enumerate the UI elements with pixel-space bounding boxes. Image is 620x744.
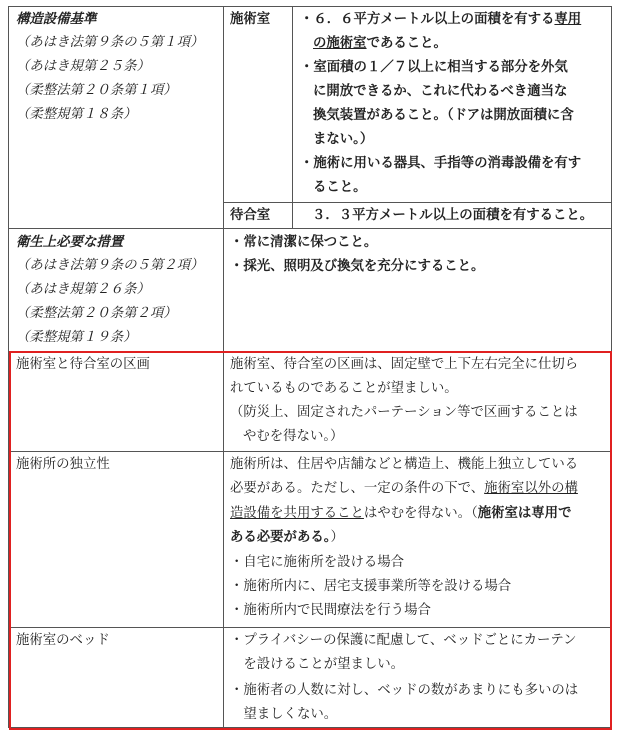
independence-item: ・施術所内で民間療法を行う場合: [230, 603, 431, 618]
hygiene-item: ・採光、照明及び換気を充分にすること。: [230, 258, 485, 274]
hygiene-title: 衛生上必要な措置: [16, 234, 124, 250]
hygiene-item: ・常に清潔に保つこと。: [230, 234, 378, 250]
bed-line: を設けることが望ましい。: [230, 657, 405, 672]
structure-ref: （柔整規第１８条）: [16, 107, 137, 122]
table-border-top: [8, 6, 612, 7]
sub-column-divider: [292, 6, 293, 228]
hygiene-ref: （あはき規第２６条）: [16, 282, 150, 297]
treatment-room-req2: 換気装置があること。（ドアは開放面積に含: [313, 107, 574, 123]
treatment-room-req3: ・施術に用いる器具、手指等の消毒設備を有す: [300, 155, 582, 171]
independence-line: ある必要がある。）: [230, 529, 344, 545]
bed-line: 望ましくない。: [230, 707, 338, 722]
highlight-box: [9, 351, 612, 730]
row-divider: [8, 228, 612, 229]
independence-item: ・自宅に施術所を設ける場合: [230, 555, 405, 570]
waiting-room-req: ３．３平方メートル以上の面積を有すること。: [312, 207, 594, 223]
independence-line: 造設備を共用することはやむを得ない。（施術室は専用で: [230, 505, 572, 521]
structure-title: 構造設備基準: [16, 11, 97, 27]
treatment-room-req2: ・室面積の１／７以上に相当する部分を外気: [300, 59, 568, 75]
partition-line: れているものであることが望ましい。: [230, 381, 458, 396]
treatment-room-req2: まない。）: [313, 131, 374, 147]
independence-title: 施術所の独立性: [16, 457, 110, 472]
sub-row-divider: [223, 202, 612, 203]
bed-line: ・プライバシーの保護に配慮して、ベッドごとにカーテン: [230, 633, 577, 648]
bed-title: 施術室のベッド: [16, 633, 110, 648]
partition-line: 施術室、待合室の区画は、固定壁で上下左右完全に仕切ら: [230, 357, 579, 372]
partition-title: 施術室と待合室の区画: [16, 357, 150, 372]
independence-line: 必要がある。ただし、一定の条件の下で、施術室以外の構: [230, 481, 578, 496]
structure-ref: （あはき法第９条の５第１項）: [16, 35, 204, 50]
hygiene-ref: （柔整規第１９条）: [16, 330, 137, 345]
structure-ref: （あはき規第２５条）: [16, 59, 150, 74]
waiting-room-label: 待合室: [230, 207, 271, 223]
independence-item: ・施術所内に、居宅支援事業所等を設ける場合: [230, 579, 512, 594]
bed-line: ・施術者の人数に対し、ベッドの数があまりにも多いのは: [230, 683, 579, 698]
structure-ref: （柔整法第２０条第１項）: [16, 83, 177, 98]
partition-line: やむを得ない。）: [243, 429, 344, 444]
treatment-room-req1-cont: の施術室であること。: [313, 35, 447, 51]
hygiene-ref: （柔整法第２０条第２項）: [16, 306, 177, 321]
treatment-room-label: 施術室: [230, 11, 271, 27]
independence-line: 施術所は、住居や店舗などと構造上、機能上独立している: [230, 457, 579, 472]
treatment-room-req1: ・６．６平方メートル以上の面積を有する専用: [300, 11, 582, 27]
treatment-room-req2: に開放できるか、これに代わるべき適当な: [313, 83, 568, 99]
partition-line: （防災上、固定されたパーテーション等で区画することは: [230, 405, 578, 420]
treatment-room-req3: ること。: [313, 179, 367, 195]
hygiene-ref: （あはき法第９条の５第２項）: [16, 258, 204, 273]
